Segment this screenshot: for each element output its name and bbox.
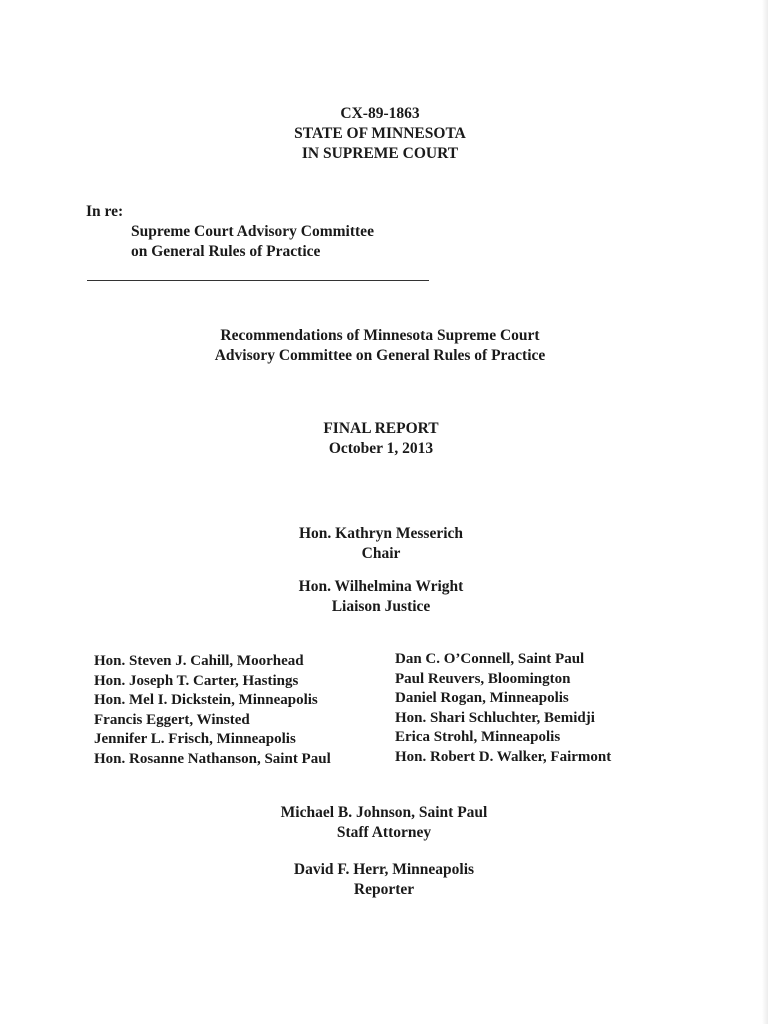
- member-item: Hon. Mel I. Dickstein, Minneapolis: [94, 692, 318, 708]
- in-re-label: In re:: [86, 203, 124, 220]
- caption-divider: [87, 280, 429, 281]
- staff-attorney-block: [0, 803, 768, 843]
- member-item: Hon. Steven J. Cahill, Moorhead: [94, 653, 304, 669]
- in-re-line-1: Supreme Court Advisory Committee: [131, 223, 374, 240]
- member-item: Jennifer L. Frisch, Minneapolis: [94, 731, 296, 747]
- report-title: FINAL REPORT: [323, 420, 439, 437]
- report-date: October 1, 2013: [328, 440, 434, 457]
- member-item: Daniel Rogan, Minneapolis: [395, 690, 569, 706]
- recommendations-title: [0, 326, 760, 366]
- chair-block: [0, 524, 762, 564]
- member-item: Erica Strohl, Minneapolis: [395, 729, 561, 745]
- reporter-role: Reporter: [353, 881, 415, 898]
- in-re-line-2: on General Rules of Practice: [131, 243, 321, 260]
- staff-role: Staff Attorney: [336, 824, 432, 841]
- liaison-block: [0, 577, 762, 617]
- reporter-block: [0, 860, 768, 900]
- reporter-name: David F. Herr, Minneapolis: [293, 861, 475, 878]
- recommendations-line-1: Recommendations of Minnesota Supreme Court: [220, 327, 540, 344]
- liaison-name: Hon. Wilhelmina Wright: [298, 578, 464, 595]
- members-list-right: [395, 650, 611, 767]
- member-item: Hon. Shari Schluchter, Bemidji: [395, 709, 595, 726]
- member-item: Francis Eggert, Winsted: [94, 711, 250, 728]
- chair-name: Hon. Kathryn Messerich: [298, 525, 464, 542]
- member-item: Hon. Joseph T. Carter, Hastings: [94, 672, 299, 689]
- member-item: Dan C. O’Connell, Saint Paul: [395, 651, 585, 667]
- members-list-left: [94, 652, 331, 769]
- liaison-role: Liaison Justice: [331, 598, 431, 615]
- court-name: IN SUPREME COURT: [301, 145, 459, 162]
- recommendations-line-2: Advisory Committee on General Rules of Practice: [214, 347, 546, 364]
- staff-name: Michael B. Johnson, Saint Paul: [280, 804, 488, 821]
- report-heading: [0, 419, 762, 459]
- case-header: [0, 104, 760, 164]
- case-number: CX-89-1863: [340, 105, 420, 122]
- member-item: Hon. Rosanne Nathanson, Saint Paul: [94, 750, 331, 767]
- member-item: Hon. Robert D. Walker, Fairmont: [395, 748, 612, 765]
- chair-role: Chair: [361, 545, 401, 562]
- in-re-caption: [131, 222, 374, 262]
- member-item: Paul Reuvers, Bloomington: [395, 670, 571, 687]
- state-name: STATE OF MINNESOTA: [294, 125, 466, 142]
